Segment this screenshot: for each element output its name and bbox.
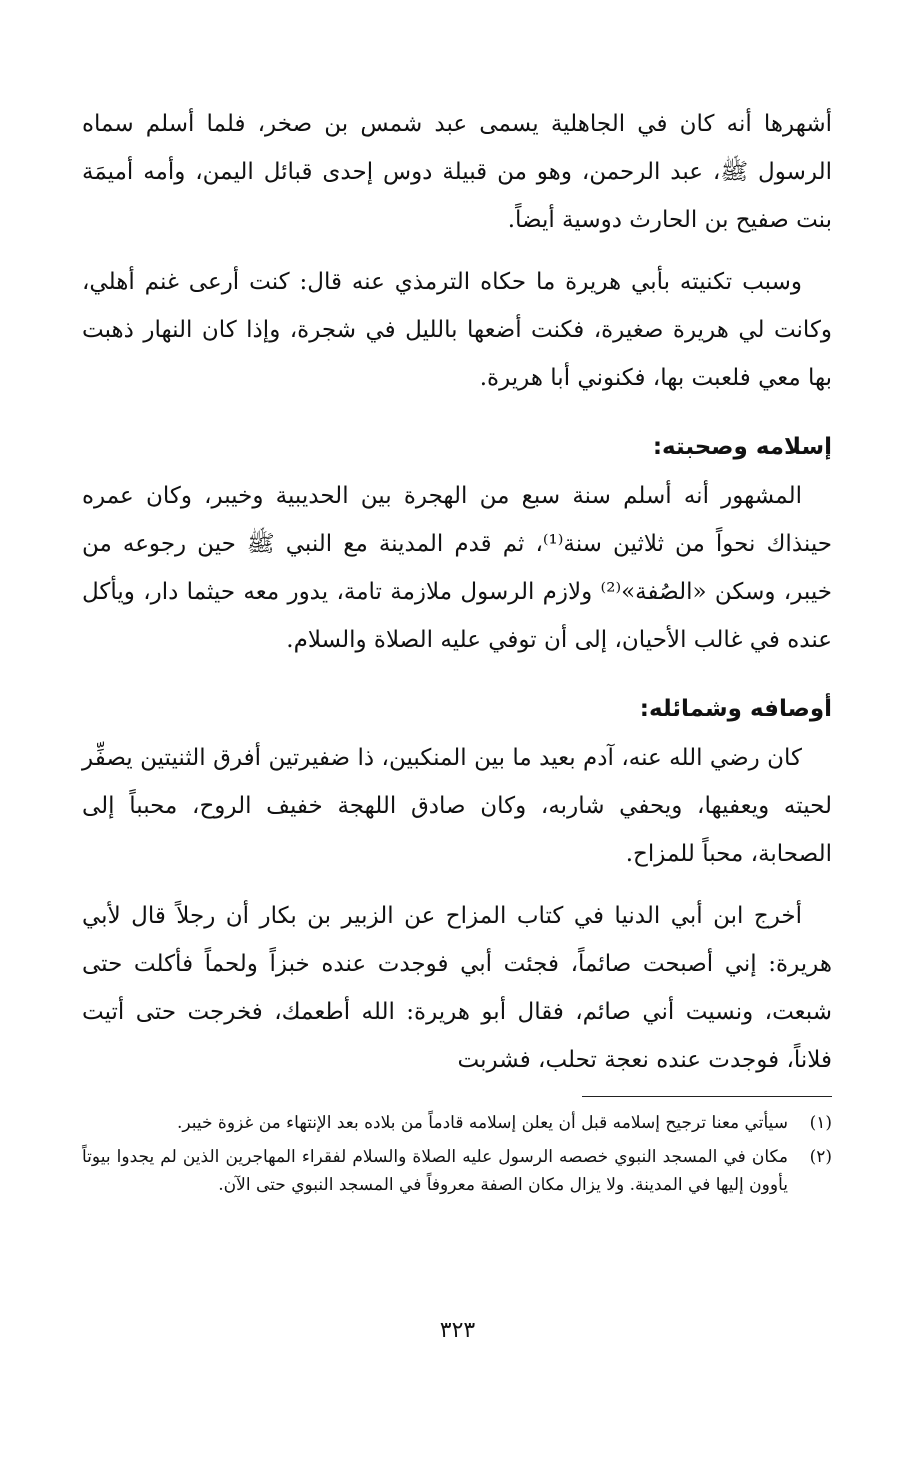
page-number: ٣٢٣ <box>439 1318 476 1343</box>
paragraph-description: كان رضي الله عنه، آدم بعيد ما بين المنكبين، ذا ضفيرتين أفرق الثنيتين يصفِّر لحيته ويعفيها، ويحفي شاربه، وكان صادق اللهجة خفيف الروح، محبباً إلى الصحابة، محباً للمزاح. <box>82 745 832 867</box>
section-heading-traits: أوصافه وشمائله: <box>639 696 832 722</box>
paragraph-kunya-reason: وسبب تكنيته بأبي هريرة ما حكاه الترمذي عنه قال: كنت أرعى غنم أهلي، وكانت لي هريرة صغيرة، فكنت أضعها بالليل في شجرة، وإذا كان النهار ذهبت بها معي فلعبت بها، فكنوني أبا هريرة. <box>82 269 832 391</box>
footnotes-section <box>82 1096 832 1205</box>
footnote-text: مكان في المسجد النبوي خصصه الرسول عليه الصلاة والسلام لفقراء المهاجرين الذين لم يجدوا بيوتاً يأوون إليها في المدينة. ولا يزال مكان الصفة معروفاً في المسجد النبوي حتى الآن. <box>82 1147 788 1195</box>
footnote-divider <box>582 1096 832 1097</box>
paragraph-name-origin: أشهرها أنه كان في الجاهلية يسمى عبد شمس بن صخر، فلما أسلم سماه الرسول ﷺ، عبد الرحمن، وهو من قبيلة دوس إحدى قبائل اليمن، وأمه أميمَة بنت صفيح بن الحارث دوسية أيضاً. <box>82 111 832 233</box>
footnote-number: (٢) <box>809 1147 832 1167</box>
page-body <box>82 100 832 1098</box>
footnote-number: (١) <box>809 1113 832 1133</box>
footnote-item <box>82 1109 832 1137</box>
section-heading-islam: إسلامه وصحبته: <box>652 434 832 460</box>
footnote-item <box>82 1143 832 1199</box>
footnote-text: سيأتي معنا ترجيح إسلامه قبل أن يعلن إسلامه قادماً من بلاده بعد الإنتهاء من غزوة خيبر. <box>176 1113 788 1133</box>
paragraph-anecdote: أخرج ابن أبي الدنيا في كتاب المزاح عن الزبير بن بكار أن رجلاً قال لأبي هريرة: إني أصبحت صائماً، فجئت أبي فوجدت عنده خبزاً ولحماً فأكلت حتى شبعت، ونسيت أني صائم، فقال أبو هريرة: الله أطعمك، فخرجت حتى أتيت فلاناً، فوجدت عنده نعجة تحلب، فشربت <box>82 903 832 1073</box>
paragraph-islam-companionship: المشهور أنه أسلم سنة سبع من الهجرة بين الحديبية وخيبر، وكان عمره حينذاك نحواً من ثلاثين سنة⁽¹⁾، ثم قدم المدينة مع النبي ﷺ حين رجوعه من خيبر، وسكن «الصُفة»⁽²⁾ ولازم الرسول ملازمة تامة، يدور معه حيثما دار، ويأكل عنده في غالب الأحيان، إلى أن توفي عليه الصلاة والسلام. <box>82 483 832 653</box>
